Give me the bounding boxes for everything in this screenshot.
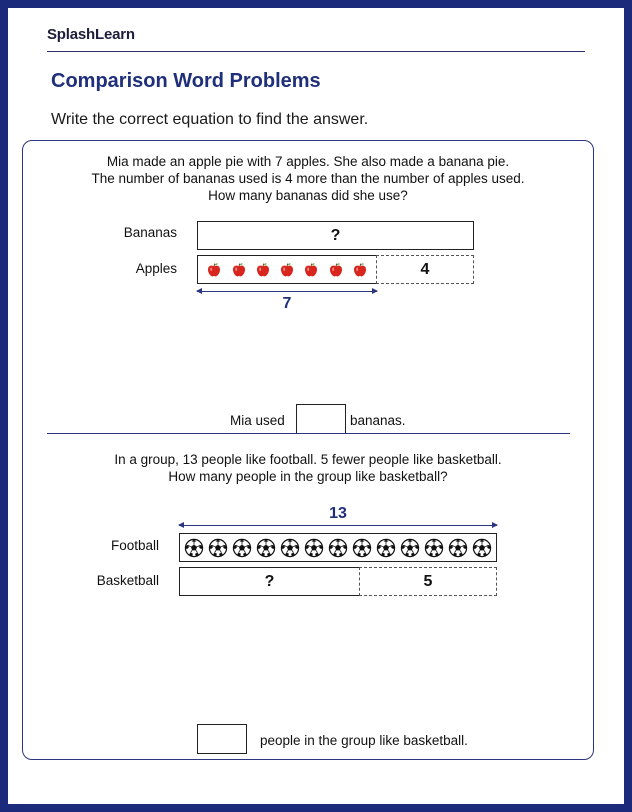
apple-icon — [206, 262, 222, 278]
problem2-text — [22, 451, 594, 485]
problem1-line: The number of bananas used is 4 more than the number of apples used. — [91, 171, 525, 186]
bananas-label: Bananas — [123, 225, 177, 240]
problem-divider — [47, 433, 570, 434]
instruction-text: Write the correct equation to find the answer. — [51, 111, 369, 128]
apples-measure-label: 7 — [282, 295, 292, 312]
header-divider — [47, 51, 585, 52]
problem1-text — [22, 153, 594, 204]
soccer-ball-icon — [472, 538, 492, 558]
page-title: Comparison Word Problems — [51, 70, 321, 92]
apples-measure-arrow — [197, 291, 377, 292]
soccer-ball-icon — [400, 538, 420, 558]
apples-difference-value: 4 — [420, 260, 430, 278]
answer1-suffix: bananas. — [350, 413, 406, 428]
apple-icon — [303, 262, 319, 278]
soccer-ball-icon — [304, 538, 324, 558]
apples-difference-bar — [376, 255, 474, 284]
apple-icon — [255, 262, 271, 278]
problem1-line: How many bananas did she use? — [208, 188, 408, 203]
basketball-unknown: ? — [264, 572, 275, 590]
soccer-ball-icon — [208, 538, 228, 558]
problem1-line: Mia made an apple pie with 7 apples. She also made a banana pie. — [106, 154, 510, 169]
apple-icon — [352, 262, 368, 278]
apples-bar — [197, 255, 377, 284]
soccer-ball-icon — [256, 538, 276, 558]
soccer-ball-icon — [352, 538, 372, 558]
football-label: Football — [110, 538, 159, 553]
football-measure-label: 13 — [329, 505, 347, 522]
answer1-input-box[interactable] — [296, 404, 346, 434]
problem2-line: How many people in the group like basketball? — [168, 469, 448, 484]
soccer-ball-icon — [448, 538, 468, 558]
apple-icon — [279, 262, 295, 278]
brand-logo: SplashLearn — [47, 26, 135, 43]
basketball-bar — [179, 567, 360, 596]
soccer-ball-icon — [184, 538, 204, 558]
answer2-input-box[interactable] — [197, 724, 247, 754]
bananas-bar — [197, 221, 474, 250]
soccer-ball-icon — [232, 538, 252, 558]
football-measure-arrow — [179, 525, 497, 526]
answer1-prefix: Mia used — [230, 413, 285, 428]
basketball-difference-value: 5 — [423, 572, 433, 590]
soccer-ball-icon — [376, 538, 396, 558]
soccer-ball-icon — [328, 538, 348, 558]
problem2-line: In a group, 13 people like football. 5 fewer people like basketball. — [114, 452, 502, 467]
soccer-ball-icon — [424, 538, 444, 558]
soccer-ball-icon — [280, 538, 300, 558]
bananas-unknown: ? — [330, 226, 341, 244]
apples-label: Apples — [135, 261, 177, 276]
apple-icon — [328, 262, 344, 278]
answer2-suffix: people in the group like basketball. — [260, 733, 468, 748]
apple-icon — [231, 262, 247, 278]
basketball-difference-bar — [359, 567, 497, 596]
football-bar — [179, 533, 497, 562]
basketball-label: Basketball — [96, 573, 159, 588]
